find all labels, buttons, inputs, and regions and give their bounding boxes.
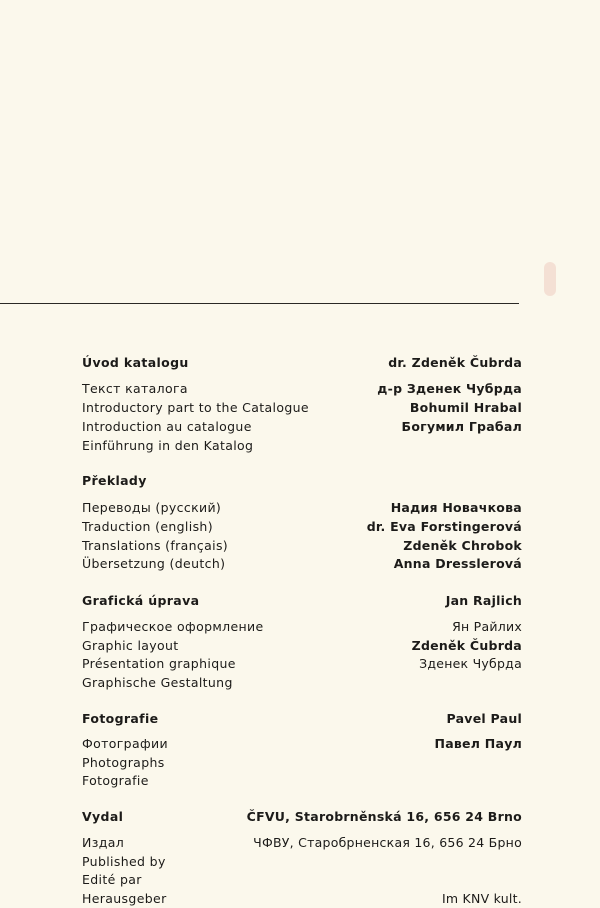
- credit-row: [82, 437, 522, 455]
- credit-row: [82, 472, 522, 490]
- credit-value: Im KNV kult.: [441, 891, 522, 906]
- credit-label: Edité par: [82, 872, 142, 887]
- credit-label: Vydal: [82, 809, 124, 824]
- credit-value: ČFVU, Starobrněnská 16, 656 24 Brno: [246, 809, 522, 824]
- credit-label: Introduction au catalogue: [82, 419, 252, 434]
- credit-row: [82, 418, 522, 436]
- credit-label: Graphische Gestaltung: [82, 675, 233, 690]
- credit-label: Introductory part to the Catalogue: [82, 400, 309, 415]
- credit-row: [82, 710, 522, 728]
- credit-row: [82, 499, 522, 517]
- credit-label: Übersetzung (deutch): [82, 556, 226, 571]
- credit-value: Zdeněk Čubrda: [411, 638, 522, 653]
- credit-label: Издал: [82, 835, 125, 850]
- credit-label: Published by: [82, 854, 166, 869]
- credit-value: д-р Зденек Чубрда: [377, 381, 522, 396]
- credit-row: [82, 618, 522, 636]
- credit-label: Présentation graphique: [82, 656, 236, 671]
- credit-row: [82, 592, 522, 610]
- credit-value: dr. Eva Forstingerová: [366, 519, 522, 534]
- credit-value: Bohumil Hrabal: [409, 400, 522, 415]
- credit-label: Fotografie: [82, 711, 159, 726]
- credit-row: [82, 772, 522, 790]
- credit-row: [82, 555, 522, 573]
- credit-value: Зденек Чубрда: [419, 656, 522, 671]
- credit-row: [82, 735, 522, 753]
- credit-label: Úvod katalogu: [82, 355, 189, 370]
- credit-row: [82, 380, 522, 398]
- credit-row: [82, 754, 522, 772]
- credit-row: [82, 399, 522, 417]
- credit-row: [82, 674, 522, 692]
- credit-value: Павел Паул: [434, 736, 522, 751]
- credit-label: Графическое оформление: [82, 619, 264, 634]
- credit-row: [82, 518, 522, 536]
- credit-value: dr. Zdeněk Čubrda: [388, 355, 522, 370]
- credit-label: Translations (français): [82, 538, 229, 553]
- credit-label: Fotografie: [82, 773, 149, 788]
- credit-label: Traduction (english): [82, 519, 213, 534]
- credit-row: [82, 537, 522, 555]
- paper-stain: [544, 262, 556, 296]
- credit-value: ЧФВУ, Старобрненская 16, 656 24 Брно: [253, 835, 522, 850]
- credit-value: Ян Райлих: [452, 619, 522, 634]
- horizontal-rule: [0, 303, 519, 304]
- credit-value: Jan Rajlich: [445, 593, 522, 608]
- credit-label: Graphic layout: [82, 638, 179, 653]
- credit-value: Богумил Грабал: [401, 419, 522, 434]
- credit-row: [82, 871, 522, 889]
- credit-label: Překlady: [82, 473, 147, 488]
- credit-row: [82, 890, 522, 908]
- credit-value: Надия Новачкова: [390, 500, 522, 515]
- credit-label: Фотографии: [82, 736, 168, 751]
- credit-label: Текст каталога: [82, 381, 188, 396]
- credit-label: Herausgeber: [82, 891, 167, 906]
- credit-value: Anna Dresslerová: [393, 556, 522, 571]
- credit-row: [82, 808, 522, 826]
- credit-row: [82, 354, 522, 372]
- credit-row: [82, 834, 522, 852]
- credit-label: Grafická úprava: [82, 593, 200, 608]
- credit-row: [82, 637, 522, 655]
- credit-label: Photographs: [82, 755, 165, 770]
- credit-row: [82, 853, 522, 871]
- credit-label: Переводы (русский): [82, 500, 222, 515]
- credit-row: [82, 655, 522, 673]
- credit-value: Zdeněk Chrobok: [403, 538, 522, 553]
- credit-label: Einführung in den Katalog: [82, 438, 254, 453]
- credit-value: Pavel Paul: [446, 711, 522, 726]
